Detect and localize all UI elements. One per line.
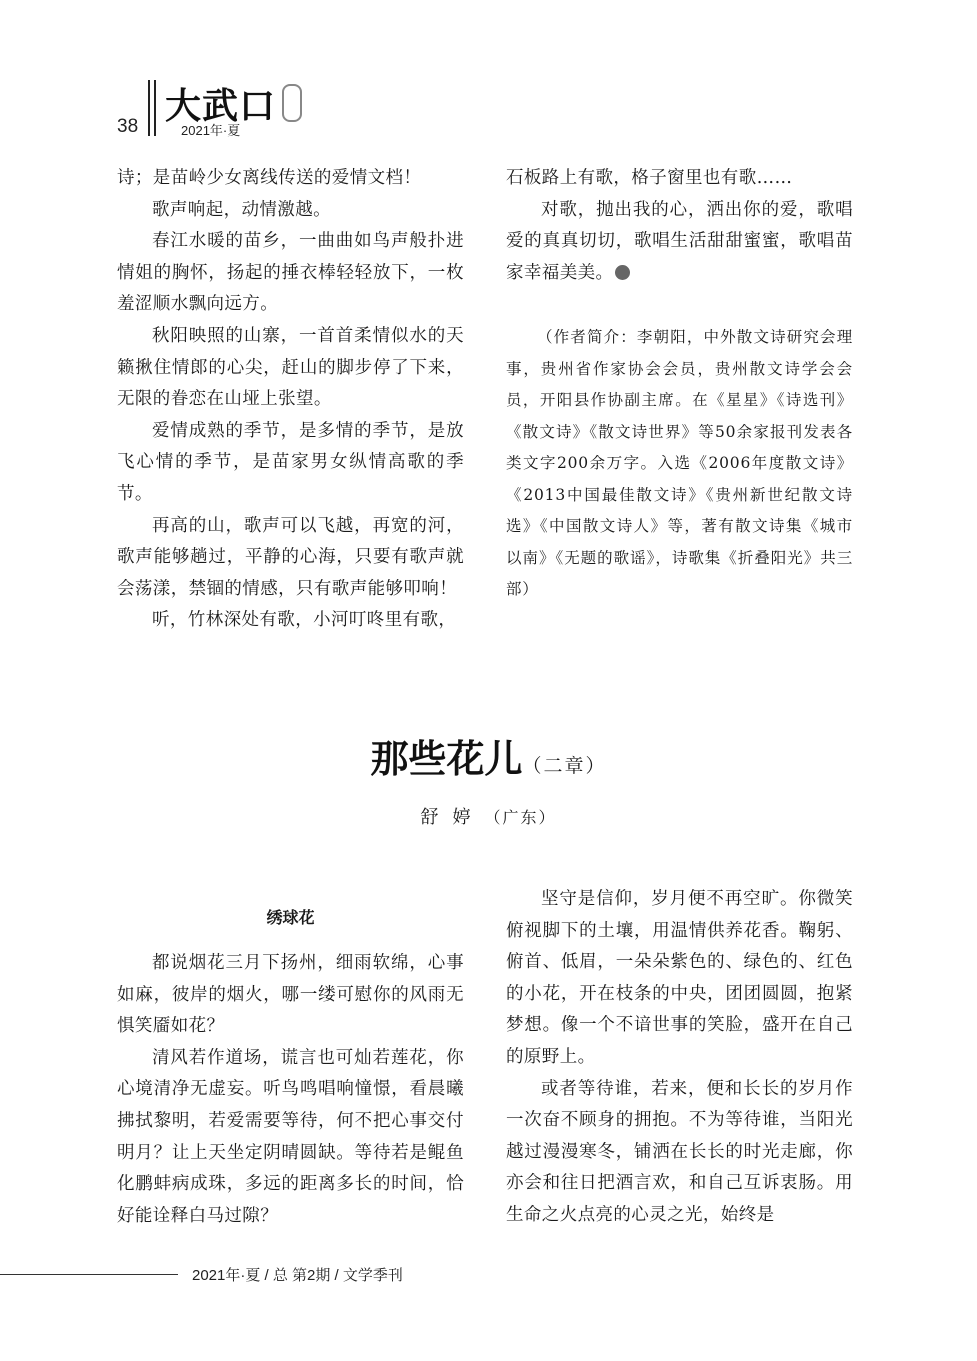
article-title-block (0, 728, 977, 783)
seal-icon (282, 84, 302, 122)
paragraph: 或者等待谁，若来，便和长长的岁月作一次奋不顾身的拥抱。不为等待谁，当阳光越过漫漫寒冬，铺洒在长长的时光走廊，你亦会和往日把酒言欢，和自己互诉衷肠。用生命之火点亮的心灵之光，始终是 (506, 1078, 853, 1225)
paragraph: 歌声响起，动情激越。 (152, 199, 331, 220)
page-header (115, 78, 415, 140)
paragraph: 坚守是信仰，岁月便不再空旷。你微笑俯视脚下的土壤，用温情供养花香。鞠躬、俯首、低眉，一朵朵紫色的、绿色的、红色的小花，开在枝条的中央，团团圆圆，抱紧梦想。像一个不谙世事的笑脸，盛开在自己的原野上。 (506, 889, 853, 1067)
magazine-issue: 2021年·夏 (181, 123, 241, 138)
author-name: 舒婷 (420, 807, 485, 828)
article-subtitle: （二章） (522, 755, 607, 777)
author-line (0, 803, 977, 829)
paragraph-text: 对歌，抛出我的心，洒出你的爱，歌唱爱的真真切切，歌唱生活甜甜蜜蜜，歌唱苗家幸福美美。 (506, 199, 853, 283)
paragraph: 都说烟花三月下扬州，细雨软绵，心事如麻，彼岸的烟火，哪一缕可慰你的风雨无惧笑靥如花？ (117, 953, 464, 1037)
end-mark-icon (615, 265, 630, 280)
prev-article-right-column (506, 163, 853, 289)
paragraph: 再高的山，歌声可以飞越，再宽的河，歌声能够趟过，平静的心海，只要有歌声就会荡漾，禁锢的情感，只有歌声能够叩响！ (117, 515, 464, 599)
page-footer: 2021年·夏 / 总 第2期 / 文学季刊 (192, 1267, 403, 1284)
paragraph: 听，竹林深处有歌，小河叮咚里有歌， (152, 610, 457, 631)
paragraph: 诗；是苗岭少女离线传送的爱情文档！ (117, 168, 422, 188)
magazine-title: 大武口 (165, 85, 277, 127)
bio-text: （作者简介：李朝阳，中外散文诗研究会理事，贵州省作家协会会员，贵州散文诗学会会员，开阳县作协副主席。在《星星》《诗选刊》《散文诗》《散文诗世界》等50余家报刊发表各类文字200余万字。入选《2006年度散文诗》《2013中国最佳散文诗》《贵州新世纪散文诗选》《中国散文诗人》等，著有散文诗集《城市以南》《无题的歌谣》，诗歌集《折叠阳光》共三部） (506, 328, 853, 598)
prev-article-left-column (117, 163, 464, 637)
header-divider-2 (154, 80, 156, 136)
article-title: 那些花儿 (370, 736, 523, 781)
article-right-column (506, 884, 853, 1232)
footer-rule (0, 1274, 178, 1275)
paragraph: 秋阳映照的山寨，一首首柔情似水的天籁揪住情郎的心尖，赶山的脚步停了下来，无限的眷恋在山垭上张望。 (117, 325, 464, 410)
section-title: 绣球花 (266, 910, 315, 927)
page-number: 38 (117, 116, 139, 137)
paragraph (506, 195, 853, 290)
header-divider (148, 80, 150, 136)
article-left-column (117, 948, 464, 1232)
author-bio (506, 322, 853, 606)
paragraph: 爱情成熟的季节，是多情的季节，是放飞心情的季节，是苗家男女纵情高歌的季节。 (117, 420, 464, 504)
paragraph: 春江水暖的苗乡，一曲曲如鸟声般扑进情姐的胸怀，扬起的捶衣棒轻轻放下，一枚羞涩顺水飘向远方。 (117, 231, 464, 315)
paragraph: 清风若作道场，谎言也可灿若莲花，你心境清净无虚妄。听鸟鸣唱响憧憬，看晨曦拂拭黎明，若爱需要等待，何不把心事交付明月？让上天坐定阴晴圆缺。等待若是鲲鱼化鹏蚌病成珠，多远的距离多长的时间，恰好能诠释白马过隙？ (117, 1047, 464, 1226)
author-region: （广东） (484, 808, 557, 827)
paragraph: 石板路上有歌，格子窗里也有歌…… (506, 168, 793, 188)
